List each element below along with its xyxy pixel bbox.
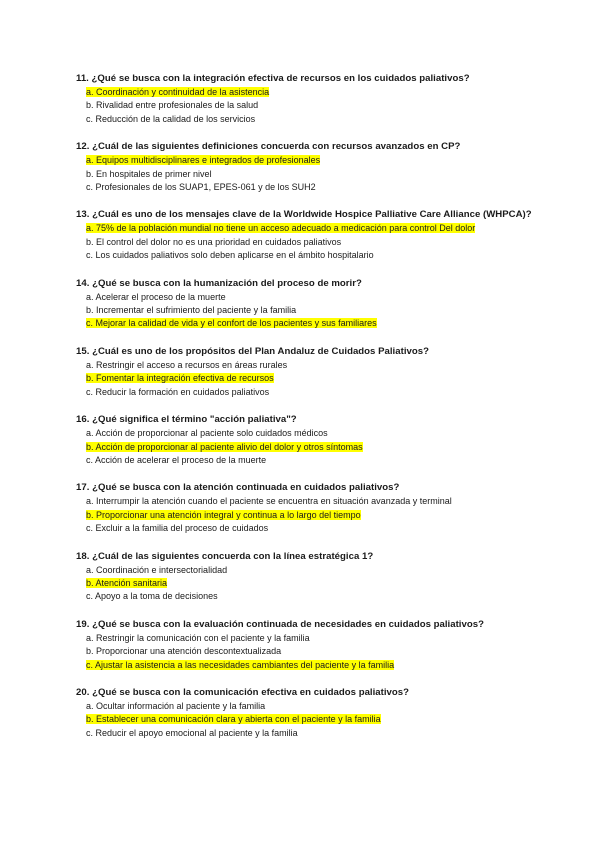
answer-text: b. Rivalidad entre profesionales de la salud — [86, 100, 259, 111]
answer-text: c. Apoyo a la toma de decisiones — [86, 591, 218, 602]
answer-option — [76, 564, 536, 577]
answer-text: c. Reducir la formación en cuidados paliativos — [86, 386, 270, 397]
answer-option-correct — [76, 154, 536, 167]
answer-options — [76, 564, 536, 604]
question-text: 19. ¿Qué se busca con la evaluación continuada de necesidades en cuidados paliativos? — [76, 618, 484, 630]
question-block — [76, 72, 536, 126]
question-block — [76, 140, 536, 194]
answer-text: c. Los cuidados paliativos solo deben aplicarse en el ámbito hospitalario — [86, 250, 374, 261]
question-text: 20. ¿Qué se busca con la comunicación efectiva en cuidados paliativos? — [76, 686, 410, 698]
answer-options — [76, 86, 536, 126]
answer-option — [76, 522, 536, 535]
answer-option — [76, 359, 536, 372]
answer-options — [76, 700, 536, 740]
highlighted-answer-text: b. Atención sanitaria — [86, 577, 168, 588]
answer-text: a. Restringir el acceso a recursos en áreas rurales — [86, 359, 288, 370]
answer-option — [76, 495, 536, 508]
answer-option — [76, 645, 536, 658]
answer-option-correct — [76, 222, 536, 235]
answer-option — [76, 249, 536, 262]
question-text: 12. ¿Cuál de las siguientes definiciones concuerda con recursos avanzados en CP? — [76, 141, 461, 153]
answer-option — [76, 168, 536, 181]
answer-text: c. Profesionales de los SUAP1, EPES-061 y de los SUH2 — [86, 182, 316, 193]
question-text: 18. ¿Cuál de las siguientes concuerda con la línea estratégica 1? — [76, 550, 374, 562]
answer-option-correct — [76, 317, 536, 330]
answer-option — [76, 632, 536, 645]
answer-option — [76, 590, 536, 603]
question-text: 16. ¿Qué significa el término "acción paliativa"? — [76, 414, 297, 426]
question-block — [76, 277, 536, 331]
answer-options — [76, 495, 536, 535]
answer-option — [76, 181, 536, 194]
highlighted-answer-text: c. Mejorar la calidad de vida y el confort de los pacientes y sus familiares — [86, 318, 377, 329]
answer-option — [76, 291, 536, 304]
question-block — [76, 345, 536, 399]
answer-option — [76, 700, 536, 713]
answer-option-correct — [76, 659, 536, 672]
answer-text: a. Restringir la comunicación con el paciente y la familia — [86, 632, 310, 643]
answer-text: c. Reducción de la calidad de los servicios — [86, 113, 256, 124]
highlighted-answer-text: b. Acción de proporcionar al paciente alivio del dolor y otros síntomas — [86, 441, 363, 452]
answer-option-correct — [76, 713, 536, 726]
question-block — [76, 413, 536, 467]
answer-text: b. En hospitales de primer nivel — [86, 168, 212, 179]
answer-options — [76, 359, 536, 399]
question-text: 15. ¿Cuál es uno de los propósitos del Plan Andaluz de Cuidados Paliativos? — [76, 345, 429, 357]
answer-option — [76, 236, 536, 249]
answer-options — [76, 222, 536, 262]
highlighted-answer-text: a. Equipos multidisciplinares e integrados de profesionales — [86, 155, 321, 166]
question-text: 11. ¿Qué se busca con la integración efectiva de recursos en los cuidados paliativos? — [76, 73, 470, 84]
answer-text: b. Incrementar el sufrimiento del paciente y la familia — [86, 305, 297, 316]
question-block — [76, 481, 536, 535]
answer-text: c. Excluir a la familia del proceso de cuidados — [86, 523, 269, 534]
answer-option — [76, 454, 536, 467]
answer-text: c. Acción de acelerar el proceso de la muerte — [86, 454, 267, 465]
answer-text: c. Reducir el apoyo emocional al paciente y la familia — [86, 727, 298, 738]
answer-text: a. Interrumpir la atención cuando el paciente se encuentra en situación avanzada y terminal — [86, 496, 452, 507]
question-text: 14. ¿Qué se busca con la humanización del proceso de morir? — [76, 277, 362, 289]
answer-option — [76, 386, 536, 399]
answer-option — [76, 304, 536, 317]
answer-text: b. El control del dolor no es una prioridad en cuidados paliativos — [86, 236, 342, 247]
highlighted-answer-text: a. 75% de la población mundial no tiene un acceso adecuado a medicación para control Del dolor — [86, 223, 476, 234]
question-block — [76, 618, 536, 672]
question-list — [76, 72, 536, 754]
answer-option-correct — [76, 86, 536, 99]
answer-options — [76, 427, 536, 467]
answer-option-correct — [76, 441, 536, 454]
question-block — [76, 208, 536, 262]
answer-option — [76, 427, 536, 440]
answer-option — [76, 99, 536, 112]
highlighted-answer-text: c. Ajustar la asistencia a las necesidades cambiantes del paciente y la familia — [86, 659, 395, 670]
answer-text: a. Ocultar información al paciente y la familia — [86, 700, 266, 711]
highlighted-answer-text: a. Coordinación y continuidad de la asistencia — [86, 87, 270, 97]
highlighted-answer-text: b. Fomentar la integración efectiva de recursos — [86, 373, 274, 384]
question-text: 17. ¿Qué se busca con la atención continuada en cuidados paliativos? — [76, 482, 400, 494]
answer-text: b. Proporcionar una atención descontextualizada — [86, 646, 282, 657]
question-text: 13. ¿Cuál es uno de los mensajes clave de la Worldwide Hospice Palliative Care Alliance (WHPCA)? — [76, 209, 532, 221]
question-block — [76, 686, 536, 740]
answer-option-correct — [76, 577, 536, 590]
answer-options — [76, 291, 536, 331]
answer-option — [76, 113, 536, 126]
answer-text: a. Acción de proporcionar al paciente solo cuidados médicos — [86, 428, 328, 439]
highlighted-answer-text: b. Establecer una comunicación clara y abierta con el paciente y la familia — [86, 714, 381, 725]
answer-option-correct — [76, 509, 536, 522]
answer-options — [76, 154, 536, 194]
question-block — [76, 550, 536, 604]
highlighted-answer-text: b. Proporcionar una atención integral y continua a lo largo del tiempo — [86, 509, 361, 520]
answer-option-correct — [76, 372, 536, 385]
answer-text: a. Coordinación e intersectorialidad — [86, 564, 228, 575]
answer-options — [76, 632, 536, 672]
answer-option — [76, 727, 536, 740]
answer-text: a. Acelerar el proceso de la muerte — [86, 291, 226, 302]
